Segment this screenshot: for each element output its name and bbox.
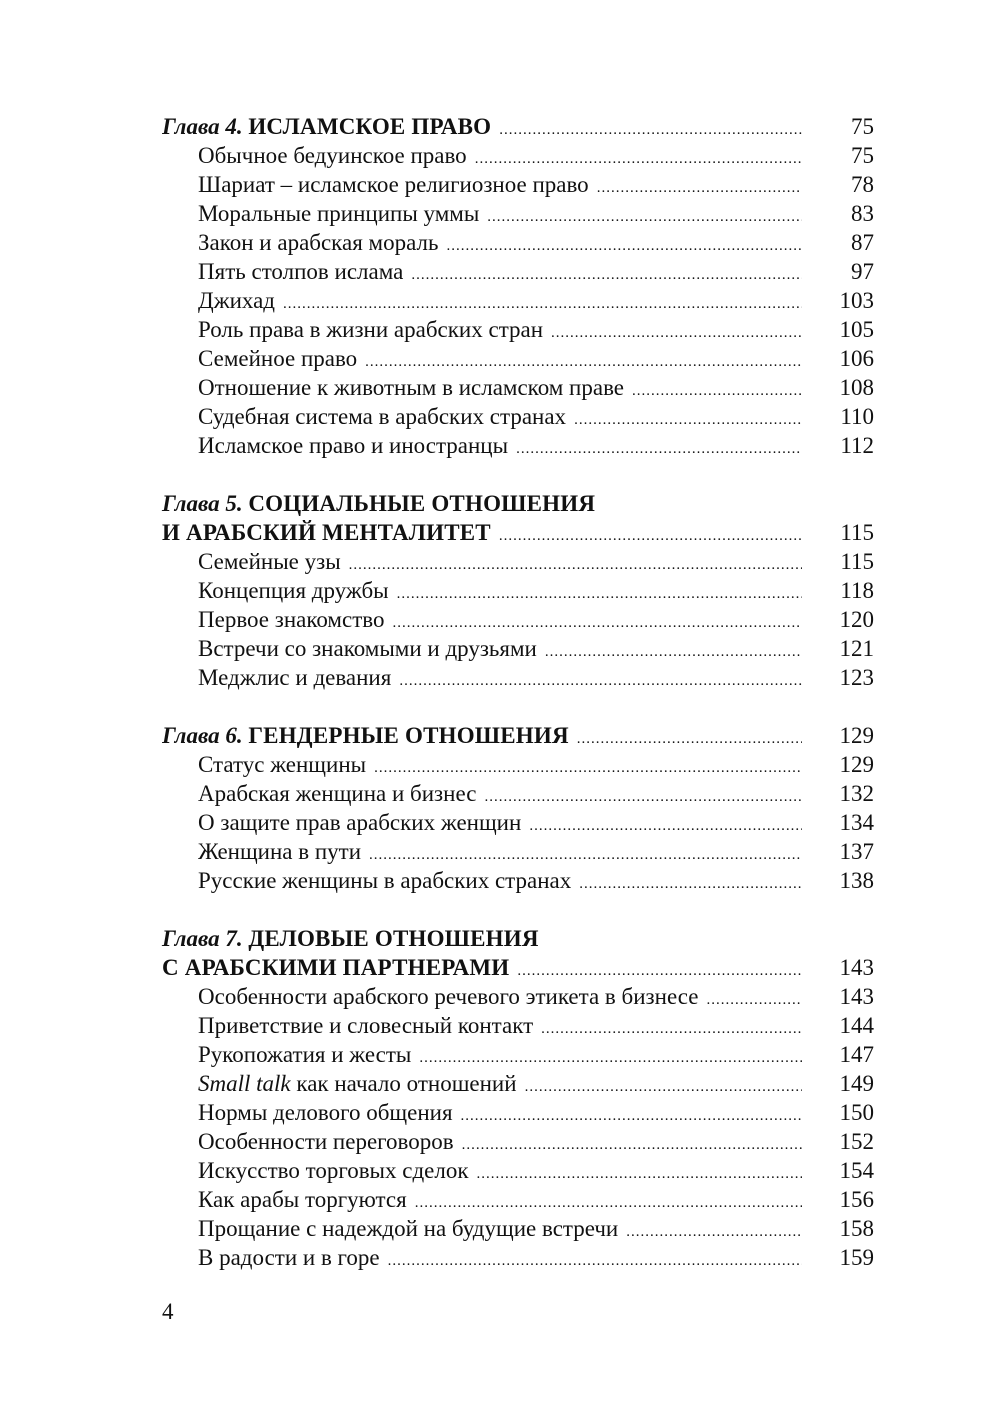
- entry-title-wrap: [198, 634, 545, 663]
- page-ref: 134: [839, 810, 874, 835]
- chapter-heading-line: [162, 924, 874, 953]
- chapter-block: [162, 721, 874, 895]
- entry-title-wrap: [198, 1214, 626, 1243]
- page-ref: 123: [839, 665, 874, 690]
- entry-title: Как арабы торгуются: [198, 1187, 407, 1212]
- toc-entry[interactable]: [162, 1040, 874, 1069]
- entry-title-wrap: [198, 1098, 461, 1127]
- entry-title-wrap: [198, 344, 365, 373]
- chapter-block: [162, 489, 874, 692]
- chapter-title: СОЦИАЛЬНЫЕ ОТНОШЕНИЯ: [248, 491, 596, 516]
- chapter-title: ИСЛАМСКОЕ ПРАВО: [248, 114, 492, 139]
- toc-entry[interactable]: [162, 1011, 874, 1040]
- toc-entry[interactable]: [162, 257, 874, 286]
- entry-title: Шариат – исламское религиозное право: [198, 172, 589, 197]
- entry-title-wrap: [198, 431, 516, 460]
- toc-entry[interactable]: [162, 547, 874, 576]
- page-ref: 143: [839, 984, 874, 1009]
- entry-title-italic: Small talk: [198, 1071, 291, 1096]
- entry-title-wrap: [198, 1040, 419, 1069]
- chapter-heading-line: [162, 489, 874, 518]
- chapter-label: Глава 5.: [162, 491, 243, 516]
- entry-title-wrap: [198, 141, 475, 170]
- chapter-entry[interactable]: [162, 953, 874, 982]
- dot-leader: [399, 667, 802, 696]
- toc-entry[interactable]: [162, 1127, 874, 1156]
- toc-entry[interactable]: [162, 1156, 874, 1185]
- page-ref: 147: [839, 1042, 874, 1067]
- entry-title-wrap: [198, 1127, 462, 1156]
- entry-title: Концепция дружбы: [198, 578, 389, 603]
- entry-title: Прощание с надеждой на будущие встречи: [198, 1216, 619, 1241]
- page-ref: 129: [839, 723, 874, 748]
- toc-entry[interactable]: [162, 1069, 874, 1098]
- entry-title-wrap: [198, 228, 446, 257]
- toc-entry[interactable]: [162, 634, 874, 663]
- table-of-contents: [162, 112, 874, 1301]
- toc-entry[interactable]: [162, 315, 874, 344]
- entry-title: Семейное право: [198, 346, 358, 371]
- entry-title: Арабская женщина и бизнес: [198, 781, 477, 806]
- toc-entry[interactable]: [162, 170, 874, 199]
- entry-title: Моральные принципы уммы: [198, 201, 480, 226]
- entry-title: Закон и арабская мораль: [198, 230, 439, 255]
- entry-title: Рукопожатия и жесты: [198, 1042, 412, 1067]
- entry-title: О защите прав арабских женщин: [198, 810, 522, 835]
- toc-entry[interactable]: [162, 1185, 874, 1214]
- chapter-title: ДЕЛОВЫЕ ОТНОШЕНИЯ: [248, 926, 539, 951]
- page-ref: 121: [839, 636, 874, 661]
- page-ref: 106: [839, 346, 874, 371]
- entry-title-wrap: [198, 1243, 388, 1272]
- entry-title-wrap: [198, 402, 574, 431]
- entry-title-wrap: [198, 605, 392, 634]
- toc-entry[interactable]: [162, 344, 874, 373]
- entry-title: Исламское право и иностранцы: [198, 433, 509, 458]
- entry-title: Первое знакомство: [198, 607, 385, 632]
- page-ref: 75: [851, 143, 874, 168]
- chapter-label: Глава 6.: [162, 723, 243, 748]
- entry-title-wrap: [198, 1156, 477, 1185]
- dot-leader: [579, 870, 802, 899]
- entry-title: Приветствие и словесный контакт: [198, 1013, 534, 1038]
- page-ref: 118: [840, 578, 874, 603]
- entry-title-wrap: [198, 837, 369, 866]
- chapter-block: [162, 924, 874, 1272]
- toc-entry[interactable]: [162, 373, 874, 402]
- entry-title-wrap: [198, 257, 411, 286]
- entry-title: Джихад: [198, 288, 275, 313]
- page-ref: 144: [839, 1013, 874, 1038]
- chapter-entry[interactable]: [162, 721, 874, 750]
- entry-title-wrap: [198, 750, 374, 779]
- entry-title: Нормы делового общения: [198, 1100, 453, 1125]
- entry-title-wrap: [198, 663, 399, 692]
- page-ref: 149: [839, 1071, 874, 1096]
- entry-title-wrap: [198, 286, 283, 315]
- page-ref: 152: [839, 1129, 874, 1154]
- entry-title: Статус женщины: [198, 752, 367, 777]
- chapter-block: [162, 112, 874, 460]
- entry-title-wrap: [198, 373, 632, 402]
- entry-title-wrap: [198, 866, 579, 895]
- page-ref: 156: [839, 1187, 874, 1212]
- entry-title-wrap: [198, 199, 487, 228]
- toc-entry[interactable]: [162, 663, 874, 692]
- entry-title: Искусство торговых сделок: [198, 1158, 469, 1183]
- page-ref: 120: [839, 607, 874, 632]
- chapter-title: ГЕНДЕРНЫЕ ОТНОШЕНИЯ: [248, 723, 569, 748]
- page-ref: 132: [839, 781, 874, 806]
- entry-left: [162, 663, 802, 696]
- page-ref: 154: [839, 1158, 874, 1183]
- entry-title-wrap: [198, 170, 597, 199]
- toc-entry[interactable]: [162, 286, 874, 315]
- toc-entry[interactable]: [162, 576, 874, 605]
- page-ref: 159: [839, 1245, 874, 1270]
- toc-entry[interactable]: [162, 750, 874, 779]
- toc-entry[interactable]: [162, 402, 874, 431]
- page-ref: 78: [851, 172, 874, 197]
- toc-entry[interactable]: [162, 605, 874, 634]
- dot-leader: [388, 1247, 802, 1276]
- entry-title: Особенности переговоров: [198, 1129, 454, 1154]
- entry-left: [162, 431, 802, 464]
- toc-entry[interactable]: [162, 1098, 874, 1127]
- chapter-label: Глава 4.: [162, 114, 243, 139]
- page-ref: 143: [839, 955, 874, 980]
- toc-entry[interactable]: [162, 837, 874, 866]
- entry-left: [162, 866, 802, 899]
- page-ref: 105: [839, 317, 874, 342]
- dot-leader: [516, 435, 802, 464]
- page-ref: 115: [840, 549, 874, 574]
- chapter-title: И АРАБСКИЙ МЕНТАЛИТЕТ: [162, 520, 491, 545]
- chapter-title-wrap: [162, 721, 577, 750]
- entry-title: Роль права в жизни арабских стран: [198, 317, 544, 342]
- entry-title: Особенности арабского речевого этикета в бизнесе: [198, 984, 699, 1009]
- entry-title-wrap: [198, 547, 349, 576]
- page-ref: 129: [839, 752, 874, 777]
- page-ref: 112: [840, 433, 874, 458]
- entry-title: Обычное бедуинское право: [198, 143, 467, 168]
- page-ref: 103: [839, 288, 874, 313]
- page-ref: 87: [851, 230, 874, 255]
- page-ref: 75: [851, 114, 874, 139]
- toc-entry[interactable]: [162, 199, 874, 228]
- entry-title-wrap: [198, 1185, 415, 1214]
- page-ref: 137: [839, 839, 874, 864]
- entry-title: как начало отношений: [296, 1071, 517, 1096]
- chapter-title-wrap: [162, 953, 517, 982]
- toc-entry[interactable]: [162, 141, 874, 170]
- entry-title-wrap: [198, 808, 529, 837]
- page-ref: 110: [840, 404, 874, 429]
- chapter-title-wrap: [162, 112, 499, 141]
- entry-title: Русские женщины в арабских странах: [198, 868, 572, 893]
- toc-entry[interactable]: [162, 982, 874, 1011]
- entry-title: Семейные узы: [198, 549, 341, 574]
- entry-title-wrap: [198, 315, 551, 344]
- toc-entry[interactable]: [162, 808, 874, 837]
- page-ref: 158: [839, 1216, 874, 1241]
- entry-title-wrap: [198, 1011, 541, 1040]
- entry-title: Отношение к животным в исламском праве: [198, 375, 625, 400]
- page-ref: 97: [851, 259, 874, 284]
- chapter-title-wrap: [162, 518, 499, 547]
- toc-entry[interactable]: [162, 431, 874, 460]
- chapter-entry[interactable]: [162, 112, 874, 141]
- entry-title: Встречи со знакомыми и друзьями: [198, 636, 537, 661]
- page-ref: 83: [851, 201, 874, 226]
- entry-left: [162, 1243, 802, 1276]
- page-ref: 108: [839, 375, 874, 400]
- page-ref: 138: [839, 868, 874, 893]
- page-ref: 150: [839, 1100, 874, 1125]
- entry-title: Судебная система в арабских странах: [198, 404, 567, 429]
- toc-entry[interactable]: [162, 779, 874, 808]
- entry-title: Меджлис и девания: [198, 665, 392, 690]
- chapter-entry[interactable]: [162, 518, 874, 547]
- toc-entry[interactable]: [162, 866, 874, 895]
- entry-title-wrap: [198, 1069, 525, 1098]
- chapter-label: Глава 7.: [162, 926, 243, 951]
- page-ref: 115: [840, 520, 874, 545]
- entry-title: Пять столпов ислама: [198, 259, 404, 284]
- toc-entry[interactable]: [162, 228, 874, 257]
- entry-title: В радости и в горе: [198, 1245, 380, 1270]
- entry-title-wrap: [198, 982, 706, 1011]
- page-number: 4: [162, 1299, 174, 1324]
- entry-title-wrap: [198, 779, 484, 808]
- entry-title: Женщина в пути: [198, 839, 362, 864]
- chapter-title: С АРАБСКИМИ ПАРТНЕРАМИ: [162, 955, 510, 980]
- entry-title-wrap: [198, 576, 397, 605]
- toc-entry[interactable]: [162, 1214, 874, 1243]
- toc-entry[interactable]: [162, 1243, 874, 1272]
